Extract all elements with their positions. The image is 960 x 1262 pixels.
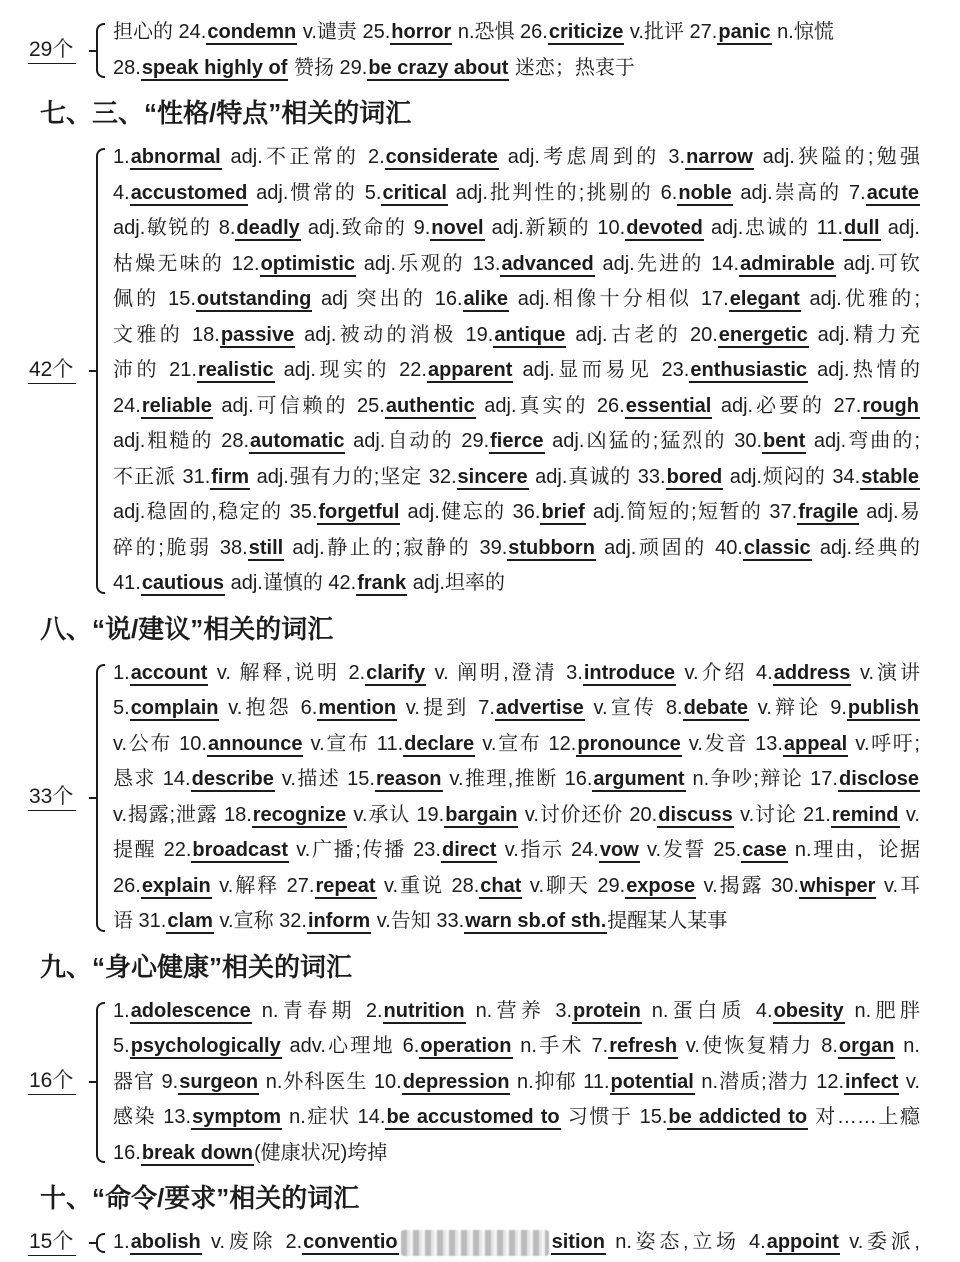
definition-text: v.公布 10. xyxy=(113,732,207,755)
definition-text: adj.稳固的,稳定的 35. xyxy=(113,501,318,523)
definition-text: adj.崇高的 7. xyxy=(732,181,866,204)
vocab-word: protein xyxy=(573,999,641,1022)
definition-text: (健康状况)垮掉 xyxy=(253,1141,388,1164)
vocab-line xyxy=(113,318,920,354)
vocab-word: accustomed xyxy=(130,181,248,204)
vocab-word: sition xyxy=(551,1231,605,1253)
definition-text: 提醒某人某事 xyxy=(607,910,728,932)
definition-text: v.揭露 30. xyxy=(696,874,799,897)
vocab-section-command xyxy=(0,1225,960,1261)
definition-text: v.发誓 25. xyxy=(639,839,742,861)
vocab-word: complain xyxy=(130,697,219,719)
definition-text: adj.凶猛的;猛烈的 30. xyxy=(544,430,763,452)
definition-text: 器官 9. xyxy=(113,1070,179,1093)
vocab-word: sincere xyxy=(457,465,528,488)
definition-text: v. 解释,说明 2. xyxy=(208,661,366,684)
vocab-word: optimistic xyxy=(260,252,356,275)
definition-text: n.潜质;潜力 12. xyxy=(694,1070,845,1093)
vocab-line xyxy=(113,691,920,727)
vocab-line xyxy=(113,656,920,692)
vocab-word: introduce xyxy=(583,661,675,684)
vocab-word: stable xyxy=(861,465,919,488)
vocab-word: mention xyxy=(318,697,397,719)
vocab-lines xyxy=(113,656,920,940)
watermark-icon xyxy=(401,1230,549,1256)
vocab-word: classic xyxy=(743,536,811,559)
vocab-word: realistic xyxy=(197,359,274,381)
vocab-word: fragile xyxy=(798,501,859,523)
definition-text: adj.不正常的 2. xyxy=(221,146,385,168)
definition-text: adj.顽固的 40. xyxy=(595,536,743,559)
vocab-word: expose xyxy=(626,874,696,897)
vocab-word: frank xyxy=(357,572,407,594)
definition-text: adj.静止的;寂静的 39. xyxy=(284,536,508,559)
definition-text: adj.粗糙的 28. xyxy=(113,430,250,452)
definition-text: 1. xyxy=(113,146,130,168)
definition-text: v.辩论 9. xyxy=(749,697,847,719)
vocab-word: advanced xyxy=(501,252,594,275)
vocab-line xyxy=(113,566,920,602)
vocab-word: discuss xyxy=(658,803,733,826)
bracket xyxy=(96,148,105,594)
definition-text: adj.相像十分相似 17. xyxy=(509,288,729,310)
vocab-word: stubborn xyxy=(508,536,595,559)
definition-text: adj.可钦 xyxy=(835,252,920,275)
word-count-label: 42个 xyxy=(28,358,76,384)
definition-text: adj.经典的 xyxy=(811,536,920,559)
vocab-word: deadly xyxy=(236,217,300,239)
word-count-label: 15个 xyxy=(28,1230,76,1256)
count-column xyxy=(0,994,88,1172)
vocab-word: alike xyxy=(463,288,509,310)
vocab-word: speak highly of xyxy=(141,56,288,79)
vocab-lines xyxy=(113,994,920,1172)
definition-text: adj.坦率的 xyxy=(407,572,505,594)
word-count-label: 33个 xyxy=(28,785,76,811)
vocab-lines xyxy=(113,140,920,602)
vocab-word: bargain xyxy=(445,803,518,826)
definition-text: adj.敏锐的 8. xyxy=(113,217,236,239)
definition-text: 5. xyxy=(113,697,130,719)
definition-text: 碎的;脆弱 38. xyxy=(113,536,248,559)
vocab-word: abnormal xyxy=(130,146,221,168)
vocab-word: symptom xyxy=(192,1106,281,1128)
definition-text: adj.批判性的;挑剔的 6. xyxy=(447,181,678,204)
definition-text: adj. xyxy=(880,217,920,239)
definition-text: v.宣传 8. xyxy=(584,697,683,719)
definition-text: adj.古老的 20. xyxy=(566,323,718,346)
definition-text: 迷恋；热衷于 xyxy=(509,56,635,79)
definition-text: n.惊慌 xyxy=(771,21,834,43)
vocab-line xyxy=(113,1065,920,1101)
definition-text: 4. xyxy=(113,181,130,204)
vocab-word: outstanding xyxy=(196,288,312,310)
definition-text: n.手术 7. xyxy=(512,1035,609,1057)
vocab-word: apparent xyxy=(427,359,513,381)
vocab-word: authentic xyxy=(385,394,475,417)
vocab-line xyxy=(113,1225,920,1261)
vocab-word: panic xyxy=(718,21,771,43)
vocab-section-continued xyxy=(0,15,960,86)
vocab-word: reason xyxy=(375,768,442,790)
vocab-word: surgeon xyxy=(179,1070,259,1093)
definition-text: adj.烦闷的 34. xyxy=(723,465,861,488)
vocab-word: appeal xyxy=(783,732,848,755)
vocab-word: vow xyxy=(599,839,639,861)
vocab-word: broadcast xyxy=(192,839,288,861)
vocab-line xyxy=(113,424,920,460)
vocab-line xyxy=(113,282,920,318)
vocab-section-speaking xyxy=(0,656,960,940)
vocab-word: rough xyxy=(862,394,919,417)
vocab-word: debate xyxy=(683,697,749,719)
definition-text: v.解释 27. xyxy=(211,874,315,897)
vocab-line xyxy=(113,389,920,425)
vocab-word: conventio xyxy=(303,1231,398,1253)
vocab-line xyxy=(113,1136,920,1172)
definition-text: adj.惯常的 5. xyxy=(248,181,382,204)
vocab-word: devoted xyxy=(626,217,703,239)
word-count-label: 16个 xyxy=(28,1069,76,1095)
vocab-word: still xyxy=(248,536,284,559)
vocab-word: remind xyxy=(831,803,899,826)
vocab-line xyxy=(113,833,920,869)
definition-text: n.争吵;辩论 17. xyxy=(685,768,838,790)
definition-text: v.宣布 12. xyxy=(475,732,577,755)
vocab-word: narrow xyxy=(686,146,753,168)
definition-text: adj.显而易见 23. xyxy=(513,359,690,381)
vocab-line xyxy=(113,176,920,212)
vocab-word: inform xyxy=(307,910,371,932)
vocab-word: obesity xyxy=(773,999,844,1022)
vocab-word: reliable xyxy=(141,394,212,417)
vocab-word: declare xyxy=(404,732,475,755)
vocab-word: cautious xyxy=(141,572,225,594)
vocab-line xyxy=(113,460,920,496)
definition-text: n.营养 3. xyxy=(465,999,573,1022)
definition-text: v. xyxy=(899,1070,920,1093)
definition-text: 1. xyxy=(113,999,130,1022)
vocab-word: energetic xyxy=(718,323,808,346)
definition-text: v.广播;传播 23. xyxy=(289,839,441,861)
vocab-word: whisper xyxy=(799,874,876,897)
definition-text: v.宣布 11. xyxy=(303,732,404,755)
vocab-word: organ xyxy=(838,1035,895,1057)
definition-text: v.讨论 21. xyxy=(733,803,831,826)
word-count-label: 29个 xyxy=(28,38,76,64)
vocab-line xyxy=(113,762,920,798)
vocab-line xyxy=(113,247,920,283)
bracket xyxy=(96,664,105,932)
definition-text: v.介绍 4. xyxy=(675,661,773,684)
definition-text: v.废除 2. xyxy=(201,1231,303,1253)
vocab-word: dull xyxy=(844,217,880,239)
vocab-word: appoint xyxy=(766,1231,839,1253)
vocab-word: bent xyxy=(763,430,806,452)
definition-text: v.提到 7. xyxy=(397,697,495,719)
vocab-word: firm xyxy=(211,465,250,488)
definition-text: 41. xyxy=(113,572,141,594)
vocab-word: clarify xyxy=(366,661,426,684)
definition-text: adj.强有力的;坚定 32. xyxy=(250,465,457,488)
definition-text: adj.乐观的 13. xyxy=(356,252,501,275)
definition-text: v.重说 28. xyxy=(376,874,480,897)
vocab-word: essential xyxy=(625,394,712,417)
vocab-word: account xyxy=(130,661,208,684)
vocab-line xyxy=(113,904,920,940)
definition-text: adj.易 xyxy=(859,501,920,523)
vocab-word: considerate xyxy=(385,146,498,168)
vocab-word: recognize xyxy=(252,803,347,826)
definition-text: adj.谨慎的 42. xyxy=(225,572,357,594)
vocab-word: enthusiastic xyxy=(690,359,808,381)
definition-text: v.聊天 29. xyxy=(522,874,626,897)
definition-text: 提醒 22. xyxy=(113,839,192,861)
vocab-word: acute xyxy=(866,181,919,204)
vocab-line xyxy=(113,531,920,567)
definition-text: adj.弯曲的; xyxy=(806,430,920,452)
definition-text: adj.自动的 29. xyxy=(345,430,490,452)
definition-text: n.抑郁 11. xyxy=(510,1070,610,1093)
definition-text: v.描述 15. xyxy=(274,768,375,790)
vocab-section-character xyxy=(0,140,960,602)
vocab-word: condemn xyxy=(207,21,297,43)
vocab-word: describe xyxy=(191,768,274,790)
vocab-word: horror xyxy=(391,21,452,43)
definition-text: 语 31. xyxy=(113,910,167,932)
vocab-word: case xyxy=(742,839,787,861)
vocab-word: announce xyxy=(207,732,303,755)
definition-text: adj.可信赖的 25. xyxy=(212,394,385,417)
vocab-word: be crazy about xyxy=(368,56,509,79)
vocab-word: critical xyxy=(382,181,447,204)
definition-text: n.青春期 2. xyxy=(251,999,383,1022)
definition-text: adj.健忘的 36. xyxy=(400,501,541,523)
vocab-word: address xyxy=(773,661,851,684)
vocab-word: be accustomed to xyxy=(386,1106,560,1128)
definition-text: 对……上瘾 xyxy=(808,1106,920,1128)
section-heading-character: 七、三、“性格/特点”相关的词汇 xyxy=(40,98,412,128)
definition-text: adv.心理地 6. xyxy=(281,1035,420,1057)
vocab-word: automatic xyxy=(250,430,345,452)
section-heading-command: 十、“命令/要求”相关的词汇 xyxy=(40,1183,360,1213)
definition-text: 1. xyxy=(113,661,130,684)
definition-text: v.使恢复精力 8. xyxy=(678,1035,838,1057)
vocab-line xyxy=(113,211,920,247)
vocab-line xyxy=(113,1100,920,1136)
vocab-word: bored xyxy=(666,465,723,488)
definition-text: 24. xyxy=(113,394,141,417)
count-column xyxy=(0,1225,88,1261)
definition-text: 1. xyxy=(113,1231,130,1253)
vocab-word: chat xyxy=(480,874,522,897)
definition-text: adj.忠诚的 11. xyxy=(703,217,844,239)
definition-text: v.耳 xyxy=(876,874,920,897)
vocab-word: infect xyxy=(845,1070,899,1093)
definition-text: adj.简短的;短暂的 37. xyxy=(585,501,798,523)
definition-text: adj.真诚的 33. xyxy=(528,465,666,488)
vocab-word: novel xyxy=(431,217,484,239)
definition-text: v.批评 27. xyxy=(624,21,718,43)
definition-text: adj.狭隘的;勉强 xyxy=(753,146,920,168)
definition-text: v.抱怨 6. xyxy=(219,697,318,719)
vocab-word: direct xyxy=(442,839,497,861)
vocab-word: warn sb.of sth. xyxy=(465,910,607,932)
vocab-line xyxy=(113,869,920,905)
definition-text: adj.考虑周到的 3. xyxy=(498,146,686,168)
definition-text: 28. xyxy=(113,56,141,79)
definition-text: 沛的 21. xyxy=(113,359,197,381)
vocab-section-health xyxy=(0,994,960,1172)
definition-text: 习惯于 15. xyxy=(560,1106,668,1128)
vocab-word: be addicted to xyxy=(668,1106,808,1128)
vocab-word: depression xyxy=(402,1070,510,1093)
vocab-word: nutrition xyxy=(383,999,465,1022)
vocab-word: publish xyxy=(847,697,919,719)
vocab-word: noble xyxy=(678,181,732,204)
definition-text: v.承认 19. xyxy=(347,803,445,826)
vocab-line xyxy=(113,495,920,531)
definition-text: 5. xyxy=(113,1035,130,1057)
vocab-word: admirable xyxy=(740,252,835,275)
vocab-word: elegant xyxy=(729,288,800,310)
definition-text: v.讨价还价 20. xyxy=(518,803,658,826)
definition-text: n.肥胖 xyxy=(844,999,920,1022)
definition-text: v.委派, xyxy=(839,1231,920,1253)
definition-text: v.发音 13. xyxy=(681,732,783,755)
definition-text: 不正派 31. xyxy=(113,465,211,488)
definition-text: adj.精力充 xyxy=(808,323,920,346)
definition-text: v.谴责 25. xyxy=(297,21,391,43)
vocab-word: adolescence xyxy=(130,999,251,1022)
vocab-word: antique xyxy=(494,323,566,346)
definition-text: n.蛋白质 4. xyxy=(641,999,773,1022)
definition-text: adj.必要的 27. xyxy=(712,394,862,417)
vocab-line xyxy=(113,353,920,389)
bracket xyxy=(96,23,105,78)
definition-text: adj.先进的 14. xyxy=(594,252,740,275)
definition-text: adj.现实的 22. xyxy=(274,359,427,381)
bracket xyxy=(96,1002,105,1164)
vocab-lines xyxy=(113,15,920,86)
vocab-word: refresh xyxy=(609,1035,678,1057)
vocab-line xyxy=(113,727,920,763)
definition-text: n. xyxy=(895,1035,920,1057)
section-heading-health: 九、“身心健康”相关的词汇 xyxy=(40,951,353,982)
definition-text: adj.被动的消极 19. xyxy=(295,323,494,346)
definition-text: 赞扬 29. xyxy=(288,56,368,79)
definition-text: n.症状 14. xyxy=(281,1106,386,1128)
definition-text: 恳求 14. xyxy=(113,768,191,790)
count-column xyxy=(0,140,88,602)
vocab-word: explain xyxy=(141,874,211,897)
vocab-word: disclose xyxy=(838,768,920,790)
definition-text: adj.真实的 26. xyxy=(475,394,625,417)
vocab-word: psychologically xyxy=(130,1035,281,1057)
bracket xyxy=(96,1233,105,1253)
vocab-line xyxy=(113,51,920,87)
definition-text: v. 阐明,澄清 3. xyxy=(426,661,583,684)
definition-text: n.姿态,立场 4. xyxy=(605,1231,766,1253)
count-column xyxy=(0,15,88,86)
definition-text: v. xyxy=(899,803,920,826)
vocab-line xyxy=(113,798,920,834)
definition-text: v.演讲 xyxy=(851,661,920,684)
definition-text: adj.优雅的; xyxy=(800,288,920,310)
vocab-word: break down xyxy=(141,1141,253,1164)
definition-text: 佩的 15. xyxy=(113,288,196,310)
vocab-word: fierce xyxy=(490,430,544,452)
vocab-word: argument xyxy=(593,768,685,790)
vocab-word: abolish xyxy=(130,1231,201,1253)
definition-text: adj 突出的 16. xyxy=(312,288,463,310)
definition-text: n.外科医生 10. xyxy=(259,1070,402,1093)
vocab-word: operation xyxy=(420,1035,512,1057)
definition-text: 感染 13. xyxy=(113,1106,192,1128)
definition-text: v.宣称 32. xyxy=(213,910,307,932)
vocab-line xyxy=(113,15,920,51)
definition-text: v.推理,推断 16. xyxy=(442,768,593,790)
definition-text: n.理由，论据 xyxy=(787,839,920,861)
definition-text: 枯燥无味的 12. xyxy=(113,252,260,275)
section-heading-speaking: 八、“说/建议”相关的词汇 xyxy=(40,613,334,644)
vocab-word: repeat xyxy=(315,874,376,897)
vocab-word: passive xyxy=(220,323,295,346)
vocab-line xyxy=(113,1029,920,1065)
definition-text: adj.热情的 xyxy=(808,359,920,381)
vocab-word: advertise xyxy=(495,697,584,719)
vocab-word: pronounce xyxy=(577,732,681,755)
definition-text: v.指示 24. xyxy=(497,839,599,861)
definition-text: 16. xyxy=(113,1141,141,1164)
definition-text: v.告知 33. xyxy=(371,910,465,932)
count-column xyxy=(0,656,88,940)
definition-text: v.呼吁; xyxy=(848,732,920,755)
vocab-word: clam xyxy=(167,910,213,932)
definition-text: 文雅的 18. xyxy=(113,323,220,346)
definition-text: n.恐惧 26. xyxy=(452,21,548,43)
vocab-word: criticize xyxy=(548,21,624,43)
definition-text: v.揭露;泄露 18. xyxy=(113,803,252,826)
definition-text: 26. xyxy=(113,874,141,897)
definition-text: adj.致命的 9. xyxy=(300,217,431,239)
definition-text: 担心的 24. xyxy=(113,21,207,43)
vocab-lines xyxy=(113,1225,920,1261)
vocab-line xyxy=(113,994,920,1030)
definition-text: adj.新颖的 10. xyxy=(484,217,626,239)
vocab-word: potential xyxy=(610,1070,694,1093)
vocab-line xyxy=(113,140,920,176)
vocab-word: brief xyxy=(541,501,585,523)
vocab-word: forgetful xyxy=(318,501,400,523)
